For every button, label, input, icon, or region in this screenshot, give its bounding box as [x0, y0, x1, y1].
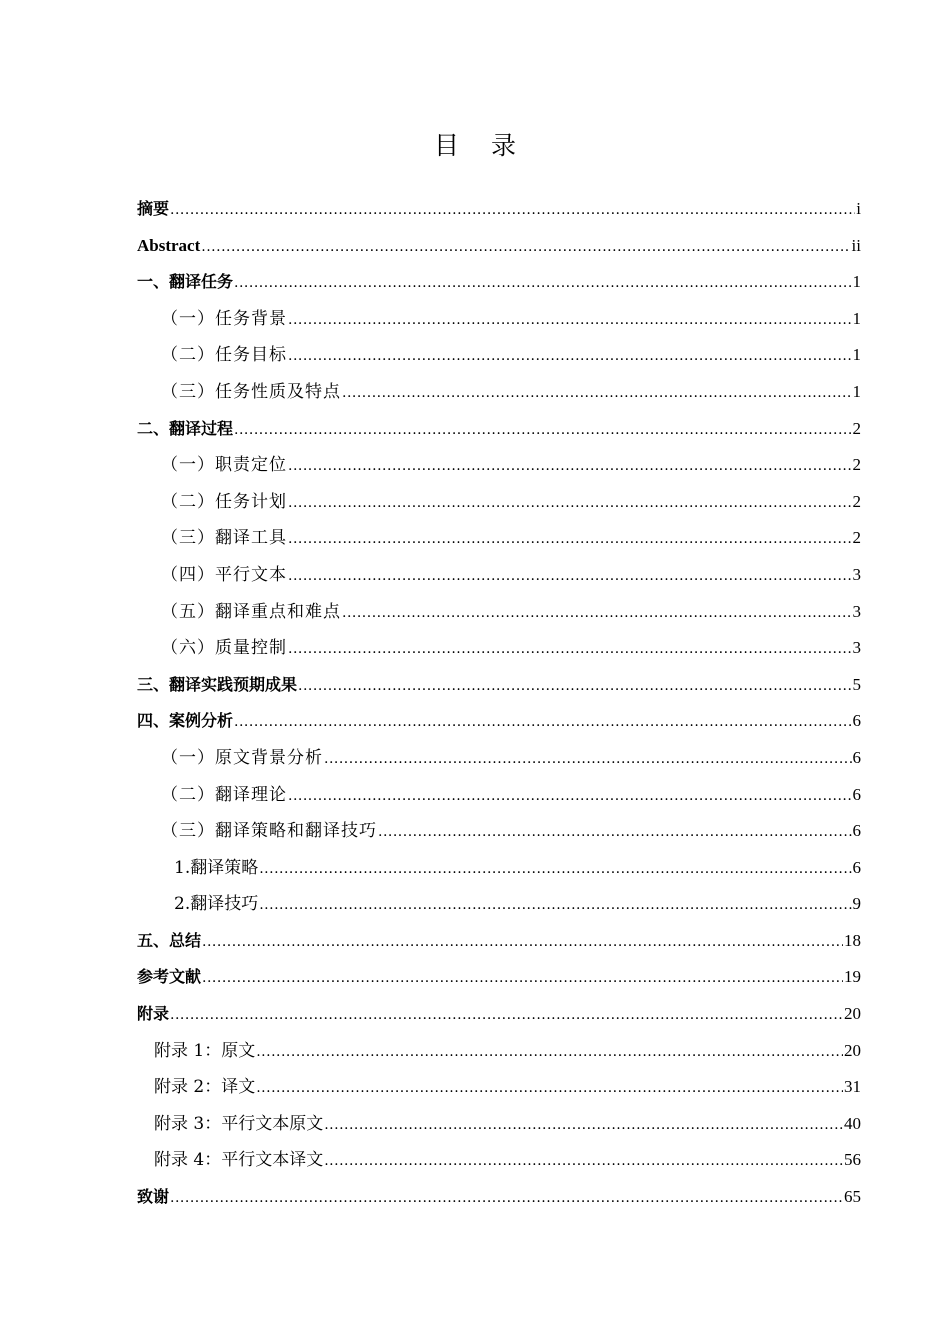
toc-entry[interactable] — [137, 813, 861, 850]
toc-entry-label: 1.翻译策略 — [174, 857, 259, 878]
toc-entry-label: 五、总结 — [137, 930, 202, 950]
toc-page-number: 6 — [852, 784, 861, 804]
toc-entry-label: （二）翻译理论 — [161, 784, 287, 805]
dot-leader — [288, 558, 852, 595]
toc-entry[interactable] — [137, 594, 861, 631]
dot-leader — [288, 485, 852, 522]
toc-page-number: 2 — [852, 528, 861, 548]
toc-entry[interactable] — [137, 1142, 861, 1179]
dot-leader — [342, 595, 852, 632]
dot-leader — [202, 924, 843, 961]
toc-entry[interactable] — [137, 301, 861, 338]
dot-leader — [288, 302, 852, 339]
toc-page-number: 1 — [852, 272, 861, 292]
toc-entry[interactable] — [137, 630, 861, 667]
toc-entry[interactable] — [137, 1179, 861, 1216]
dot-leader — [202, 960, 843, 997]
toc-entry-label: （一）职责定位 — [161, 455, 287, 476]
toc-page-number: 19 — [844, 967, 861, 987]
toc-entry[interactable] — [137, 374, 861, 411]
dot-leader — [256, 1034, 843, 1071]
toc-page-number: 2 — [852, 418, 861, 438]
dot-leader — [324, 1107, 843, 1144]
toc-page-number: i — [856, 199, 861, 218]
toc-page-number: 3 — [852, 638, 861, 658]
toc-entry-label: 二、翻译过程 — [137, 418, 234, 438]
dot-leader — [342, 375, 852, 412]
dot-leader — [201, 229, 850, 266]
toc-entry[interactable] — [137, 996, 861, 1033]
toc-page-number: 1 — [852, 308, 861, 328]
toc-page-number: 20 — [844, 1004, 861, 1024]
toc-entry-label: （六）质量控制 — [161, 638, 287, 659]
toc-page-number: 18 — [844, 930, 861, 950]
toc-page-number: 6 — [852, 857, 861, 877]
toc-page-number: ii — [851, 235, 861, 255]
toc-entry-label: 致谢 — [137, 1187, 170, 1207]
toc-entry-label: （一）原文背景分析 — [161, 747, 323, 768]
toc-entry-label: 附录 2：译文 — [154, 1077, 256, 1098]
table-of-contents — [137, 191, 861, 1216]
toc-entry-label: （二）任务目标 — [161, 345, 287, 366]
toc-page-number: 6 — [852, 711, 861, 731]
dot-leader — [288, 521, 852, 558]
toc-page-number: 1 — [852, 345, 861, 365]
toc-entry-label: 附录 3：平行文本原文 — [154, 1113, 324, 1134]
toc-entry[interactable] — [137, 959, 861, 996]
dot-leader — [288, 631, 852, 668]
toc-page-number: 31 — [844, 1077, 861, 1097]
toc-page-number: 40 — [844, 1113, 861, 1133]
toc-entry-label: （四）平行文本 — [161, 564, 287, 585]
toc-entry-label: 摘要 — [137, 199, 170, 218]
toc-entry-label: 四、案例分析 — [137, 711, 234, 731]
toc-page-number: 1 — [852, 381, 861, 401]
toc-entry[interactable] — [137, 1106, 861, 1143]
toc-entry-label: 附录 — [137, 1004, 170, 1024]
dot-leader — [259, 887, 851, 924]
toc-entry-label: （三）翻译工具 — [161, 528, 287, 549]
toc-entry[interactable] — [137, 191, 861, 228]
dot-leader — [234, 412, 851, 449]
toc-entry[interactable] — [137, 228, 861, 265]
toc-entry[interactable] — [137, 520, 861, 557]
dot-leader — [324, 741, 852, 778]
toc-entry-label: 附录 1：原文 — [154, 1040, 256, 1061]
dot-leader — [324, 1143, 843, 1180]
toc-entry[interactable] — [137, 264, 861, 301]
toc-page-number: 9 — [852, 894, 861, 914]
toc-entry[interactable] — [137, 777, 861, 814]
toc-entry-label: 2.翻译技巧 — [174, 894, 259, 915]
toc-entry[interactable] — [137, 1033, 861, 1070]
toc-entry-label: Abstract — [137, 235, 201, 255]
dot-leader — [234, 704, 851, 741]
toc-entry[interactable] — [137, 411, 861, 448]
toc-entry-label: （三）翻译策略和翻译技巧 — [161, 821, 377, 842]
dot-leader — [170, 1180, 843, 1217]
toc-entry[interactable] — [137, 886, 861, 923]
toc-entry-label: 一、翻译任务 — [137, 272, 234, 292]
dot-leader — [378, 814, 852, 851]
toc-entry-label: （五）翻译重点和难点 — [161, 601, 341, 622]
toc-entry-label: 附录 4：平行文本译文 — [154, 1150, 324, 1171]
toc-page-number: 2 — [852, 491, 861, 511]
toc-entry-label: （二）任务计划 — [161, 491, 287, 512]
toc-entry[interactable] — [137, 850, 861, 887]
toc-page-number: 5 — [852, 674, 861, 694]
toc-page-number: 3 — [852, 601, 861, 621]
toc-entry[interactable] — [137, 1069, 861, 1106]
dot-leader — [259, 851, 851, 888]
dot-leader — [170, 192, 855, 229]
toc-entry[interactable] — [137, 337, 861, 374]
dot-leader — [170, 997, 843, 1034]
toc-entry-label: 三、翻译实践预期成果 — [137, 674, 298, 694]
toc-page-number: 56 — [844, 1150, 861, 1170]
toc-page-number: 20 — [844, 1040, 861, 1060]
toc-entry[interactable] — [137, 703, 861, 740]
dot-leader — [288, 338, 852, 375]
toc-entry[interactable] — [137, 667, 861, 704]
dot-leader — [288, 448, 852, 485]
toc-entry-label: （三）任务性质及特点 — [161, 381, 341, 402]
toc-page-number: 6 — [852, 821, 861, 841]
toc-entry-label: 参考文献 — [137, 967, 202, 987]
toc-page-number: 65 — [844, 1187, 861, 1207]
dot-leader — [234, 265, 851, 302]
toc-entry[interactable] — [137, 484, 861, 521]
toc-page-number: 2 — [852, 455, 861, 475]
toc-page-number: 6 — [852, 747, 861, 767]
dot-leader — [288, 778, 852, 815]
toc-entry[interactable] — [137, 740, 861, 777]
toc-entry-label: （一）任务背景 — [161, 308, 287, 329]
toc-entry[interactable] — [137, 557, 861, 594]
toc-entry[interactable] — [137, 923, 861, 960]
toc-page-number: 3 — [852, 564, 861, 584]
dot-leader — [298, 668, 851, 705]
dot-leader — [256, 1070, 843, 1107]
toc-entry[interactable] — [137, 447, 861, 484]
page-title: 目 录 — [434, 131, 528, 160]
